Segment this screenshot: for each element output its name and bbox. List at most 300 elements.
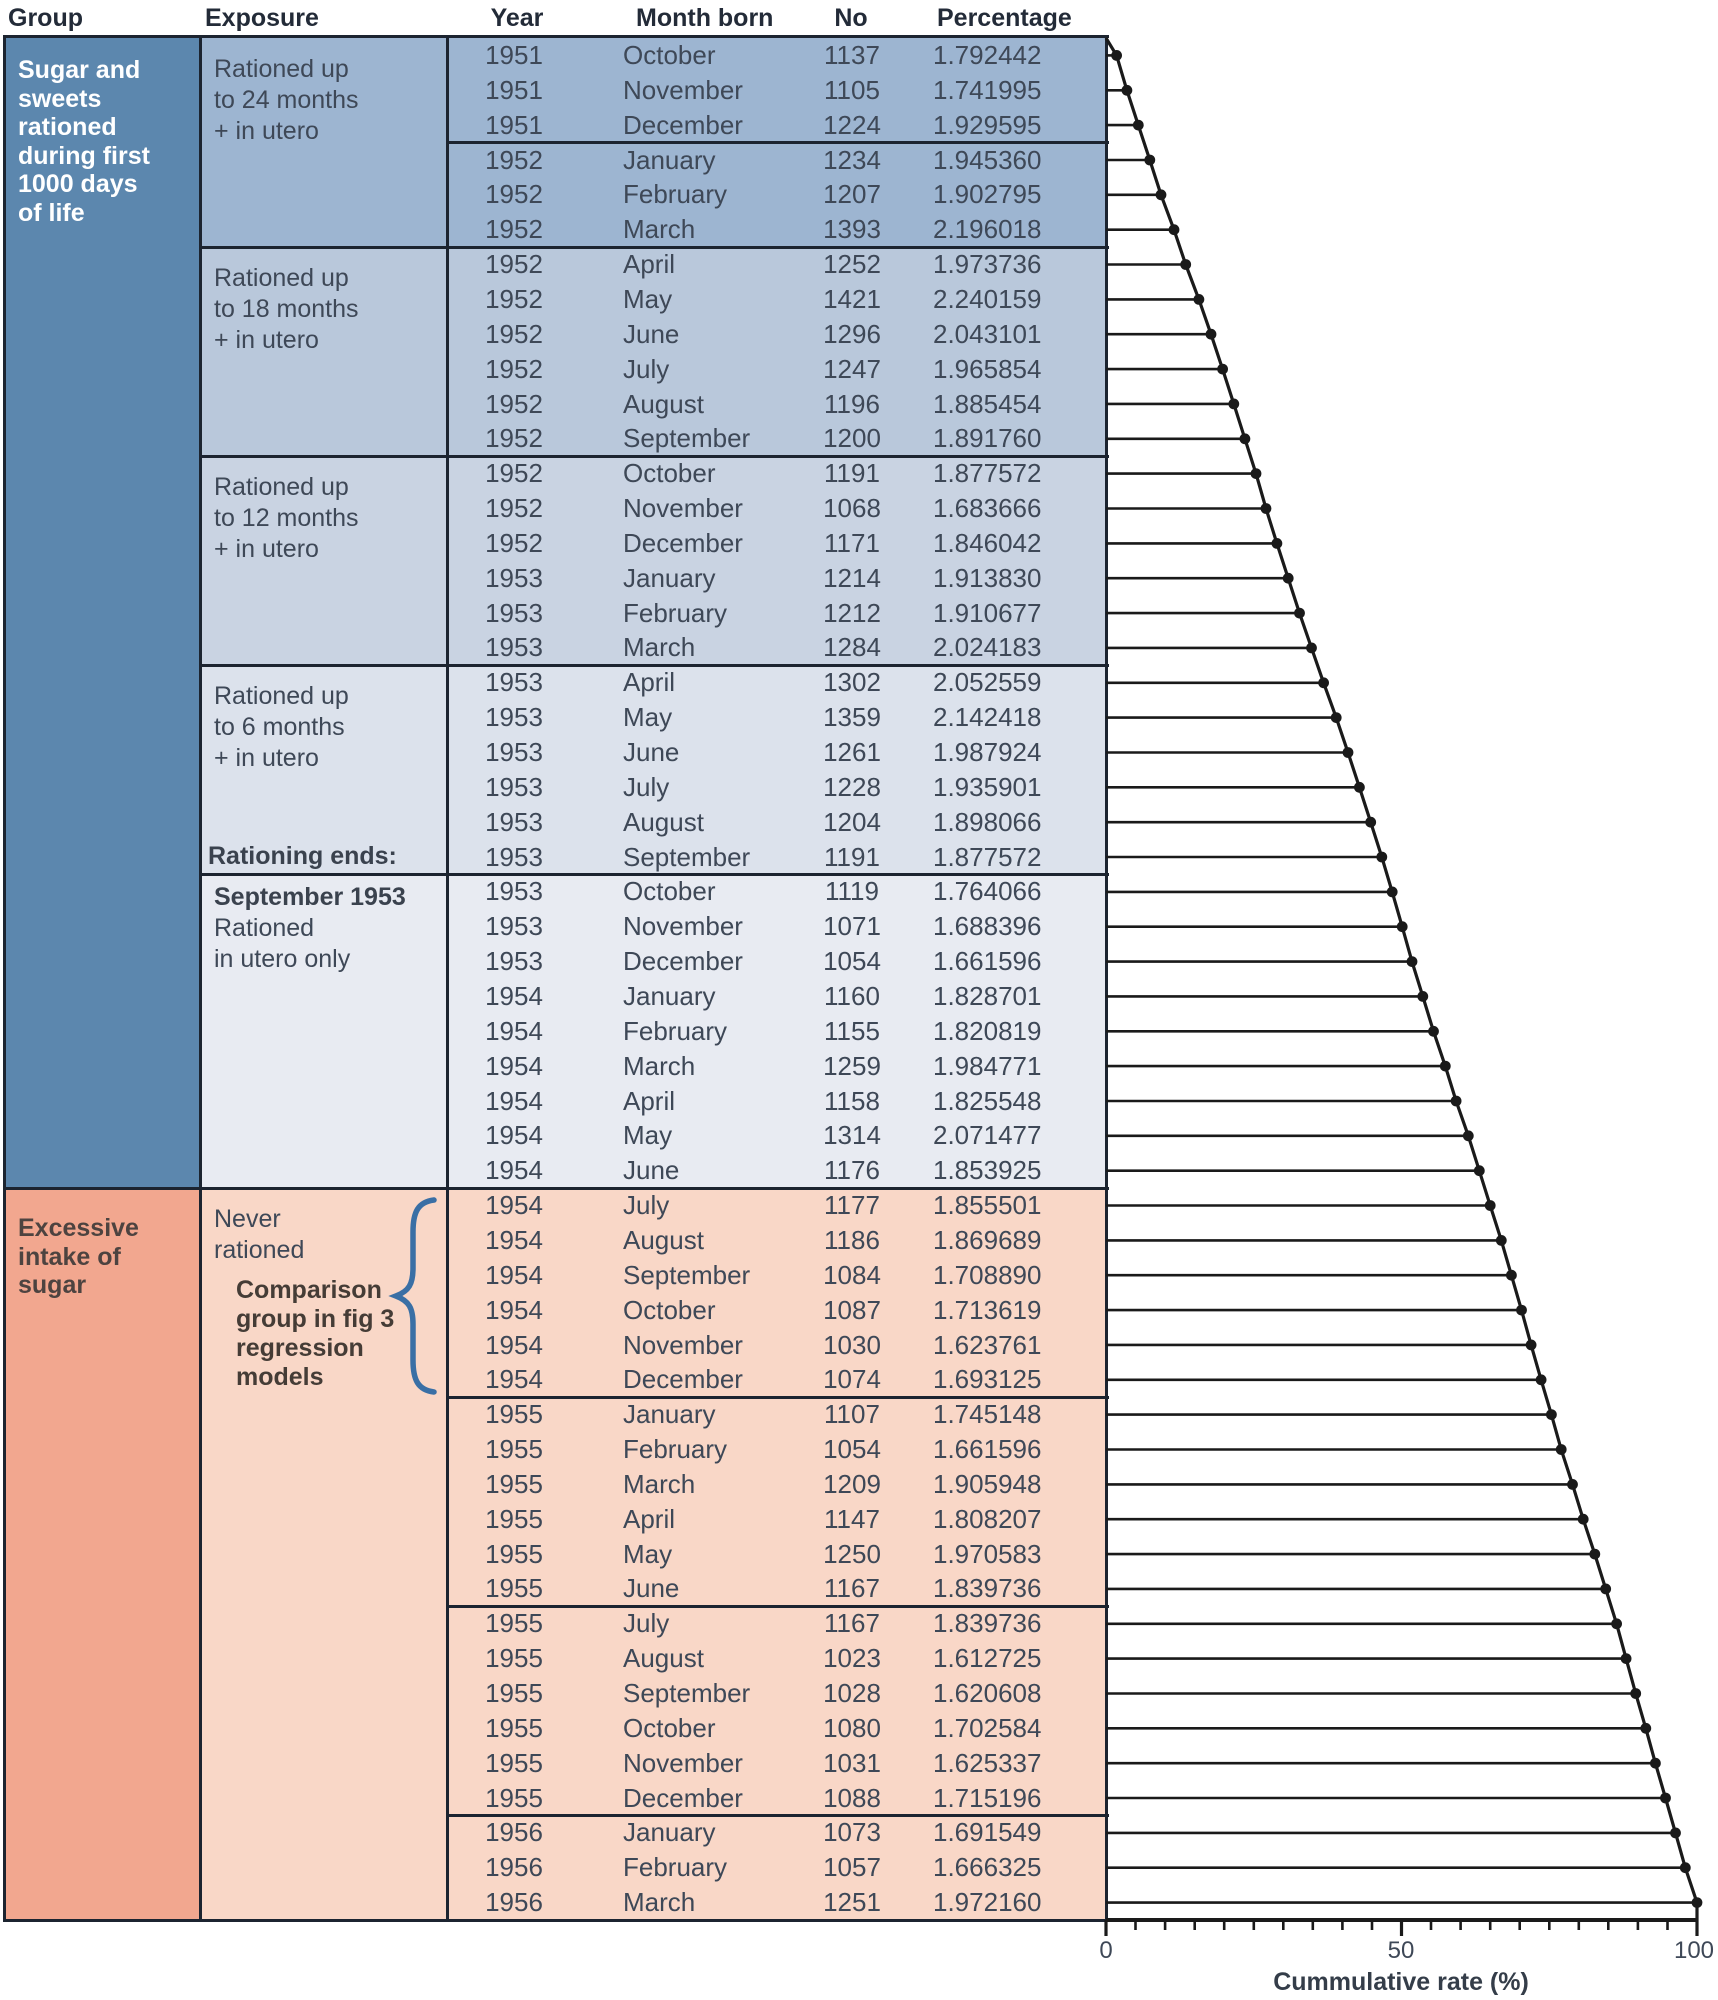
month-cell: January bbox=[623, 562, 716, 593]
percentage-cell: 1.984771 bbox=[933, 1050, 1042, 1081]
month-cell: January bbox=[623, 1817, 716, 1848]
data-point bbox=[1365, 817, 1376, 828]
percentage-cell: 1.913830 bbox=[933, 562, 1042, 593]
no-cell: 1284 bbox=[823, 632, 881, 663]
table-border-top bbox=[6, 35, 1109, 38]
no-cell: 1421 bbox=[823, 283, 881, 314]
table-row bbox=[448, 38, 1106, 73]
table-row bbox=[448, 108, 1106, 143]
exposure-label-line: Rationed bbox=[214, 914, 315, 943]
row-divider bbox=[200, 455, 1109, 458]
comparison-group-annotation-line: Comparison bbox=[236, 1276, 382, 1305]
comparison-group-annotation-line: models bbox=[236, 1363, 324, 1392]
percentage-cell: 1.661596 bbox=[933, 946, 1042, 977]
column-header-percentage: Percentage bbox=[937, 4, 1072, 32]
row-divider bbox=[200, 664, 1109, 667]
table-row bbox=[448, 1467, 1106, 1502]
year-cell: 1956 bbox=[485, 1887, 543, 1918]
data-point bbox=[1440, 1061, 1451, 1072]
no-cell: 1359 bbox=[823, 702, 881, 733]
percentage-cell: 1.855501 bbox=[933, 1190, 1042, 1221]
no-cell: 1023 bbox=[823, 1643, 881, 1674]
no-cell: 1214 bbox=[823, 562, 881, 593]
month-cell: March bbox=[623, 1050, 696, 1081]
table-row bbox=[448, 73, 1106, 108]
percentage-cell: 1.623761 bbox=[933, 1329, 1042, 1360]
data-point bbox=[1387, 887, 1398, 898]
month-cell: June bbox=[623, 1155, 680, 1186]
column-header-month-born: Month born bbox=[636, 4, 774, 32]
exposure-label bbox=[214, 472, 359, 565]
cumulative-line bbox=[1106, 38, 1697, 1920]
year-cell: 1951 bbox=[485, 109, 543, 140]
year-cell: 1953 bbox=[485, 562, 543, 593]
data-point bbox=[1397, 921, 1408, 932]
table-row bbox=[448, 317, 1106, 352]
percentage-cell: 2.024183 bbox=[933, 632, 1042, 663]
exposure-label bbox=[214, 1204, 304, 1266]
month-cell: July bbox=[623, 353, 670, 384]
table-row bbox=[448, 1362, 1106, 1397]
no-cell: 1160 bbox=[824, 981, 880, 1011]
percentage-cell: 1.973736 bbox=[933, 249, 1042, 280]
group-label-line: sugar bbox=[18, 1271, 87, 1300]
data-point bbox=[1156, 189, 1167, 200]
data-point bbox=[1133, 120, 1144, 131]
month-cell: October bbox=[623, 1294, 716, 1325]
year-cell: 1955 bbox=[485, 1782, 543, 1813]
exposure-label bbox=[214, 681, 349, 774]
exposure-label-line: to 12 months bbox=[214, 504, 359, 533]
percentage-cell: 1.910677 bbox=[933, 597, 1042, 628]
percentage-cell: 1.683666 bbox=[933, 493, 1042, 524]
no-cell: 1259 bbox=[823, 1050, 881, 1081]
data-point bbox=[1318, 677, 1329, 688]
no-cell: 1200 bbox=[823, 423, 881, 454]
table-row bbox=[448, 1258, 1106, 1293]
percentage-cell: 2.142418 bbox=[933, 702, 1042, 733]
table-row bbox=[448, 1746, 1106, 1781]
no-cell: 1252 bbox=[823, 249, 881, 280]
table-row bbox=[448, 630, 1106, 665]
month-cell: May bbox=[623, 702, 673, 733]
data-point bbox=[1169, 224, 1180, 235]
percentage-cell: 1.741995 bbox=[933, 74, 1042, 105]
percentage-cell: 2.071477 bbox=[933, 1120, 1042, 1151]
no-cell: 1261 bbox=[823, 737, 881, 768]
year-cell: 1954 bbox=[485, 1364, 543, 1395]
table-row bbox=[448, 665, 1106, 700]
row-divider bbox=[447, 1396, 1109, 1399]
percentage-cell: 1.820819 bbox=[933, 1015, 1042, 1046]
data-point bbox=[1240, 433, 1251, 444]
no-cell: 1191 bbox=[824, 841, 880, 872]
exposure-label-line: Rationed up bbox=[214, 264, 349, 293]
month-cell: July bbox=[623, 1608, 670, 1639]
table-row bbox=[448, 526, 1106, 561]
no-cell: 1080 bbox=[823, 1712, 881, 1743]
year-cell: 1952 bbox=[485, 249, 543, 280]
month-cell: December bbox=[623, 1364, 743, 1395]
month-cell: October bbox=[623, 40, 716, 70]
column-header-no: No bbox=[834, 4, 868, 32]
no-cell: 1167 bbox=[824, 1608, 880, 1639]
data-point bbox=[1251, 468, 1262, 479]
no-cell: 1030 bbox=[823, 1329, 881, 1360]
percentage-cell: 1.666325 bbox=[933, 1852, 1042, 1883]
percentage-cell: 1.691549 bbox=[933, 1817, 1042, 1848]
percentage-cell: 1.713619 bbox=[933, 1294, 1042, 1325]
no-cell: 1224 bbox=[823, 109, 881, 140]
exposure-label-line: September 1953 bbox=[214, 883, 406, 912]
percentage-cell: 1.929595 bbox=[933, 109, 1042, 140]
no-cell: 1031 bbox=[823, 1747, 881, 1778]
percentage-cell: 1.891760 bbox=[933, 423, 1042, 454]
percentage-cell: 1.708890 bbox=[933, 1259, 1042, 1290]
data-point bbox=[1206, 329, 1217, 340]
year-cell: 1953 bbox=[485, 632, 543, 663]
table-row bbox=[448, 1049, 1106, 1084]
no-cell: 1074 bbox=[823, 1364, 881, 1395]
year-cell: 1952 bbox=[485, 283, 543, 314]
year-cell: 1954 bbox=[485, 1085, 543, 1116]
year-cell: 1952 bbox=[485, 353, 543, 384]
month-cell: October bbox=[623, 1712, 716, 1743]
data-point bbox=[1180, 259, 1191, 270]
exposure-label-line: Never bbox=[214, 1205, 281, 1234]
group-label-line: sweets bbox=[18, 84, 102, 113]
exposure-label-line: Rationed up bbox=[214, 473, 349, 502]
table-row bbox=[448, 596, 1106, 631]
percentage-cell: 1.702584 bbox=[933, 1712, 1042, 1743]
percentage-cell: 1.715196 bbox=[933, 1782, 1042, 1813]
year-cell: 1951 bbox=[485, 74, 543, 105]
no-cell: 1191 bbox=[824, 458, 880, 489]
group-label-line: intake of bbox=[18, 1242, 121, 1271]
month-cell: November bbox=[623, 911, 743, 942]
no-cell: 1087 bbox=[823, 1294, 881, 1325]
year-cell: 1953 bbox=[485, 876, 543, 907]
year-cell: 1955 bbox=[485, 1712, 543, 1743]
row-divider bbox=[447, 1814, 1109, 1817]
table-row bbox=[448, 282, 1106, 317]
month-cell: June bbox=[623, 1573, 680, 1604]
row-divider bbox=[200, 246, 1109, 249]
data-point bbox=[1122, 85, 1133, 96]
table-row bbox=[448, 1711, 1106, 1746]
group-label-line: Excessive bbox=[18, 1214, 139, 1243]
percentage-cell: 1.828701 bbox=[933, 981, 1042, 1011]
table-row bbox=[448, 352, 1106, 387]
no-cell: 1212 bbox=[823, 597, 881, 628]
table-border-bottom bbox=[6, 1919, 1106, 1922]
year-cell: 1953 bbox=[485, 702, 543, 733]
percentage-cell: 1.612725 bbox=[933, 1643, 1042, 1674]
no-cell: 1054 bbox=[823, 946, 881, 977]
month-cell: February bbox=[623, 597, 728, 628]
no-cell: 1068 bbox=[823, 493, 881, 524]
table-row bbox=[448, 421, 1106, 456]
exposure-data-divider bbox=[446, 38, 449, 1920]
table-row bbox=[448, 840, 1106, 875]
year-cell: 1952 bbox=[485, 179, 543, 210]
year-cell: 1952 bbox=[485, 388, 543, 419]
year-cell: 1952 bbox=[485, 423, 543, 454]
data-point bbox=[1692, 1897, 1703, 1908]
x-tick-label-0: 0 bbox=[1099, 1937, 1113, 1964]
table-row bbox=[448, 1432, 1106, 1467]
year-cell: 1954 bbox=[485, 1120, 543, 1151]
month-cell: June bbox=[623, 318, 680, 349]
percentage-cell: 2.240159 bbox=[933, 283, 1042, 314]
no-cell: 1207 bbox=[823, 179, 881, 210]
data-point bbox=[1589, 1549, 1600, 1560]
no-cell: 1119 bbox=[825, 876, 879, 907]
row-divider bbox=[447, 1605, 1109, 1608]
table-row bbox=[448, 1118, 1106, 1153]
month-cell: September bbox=[623, 1678, 751, 1709]
data-point bbox=[1331, 712, 1342, 723]
percentage-cell: 1.902795 bbox=[933, 179, 1042, 210]
month-cell: July bbox=[623, 1190, 670, 1221]
month-cell: February bbox=[623, 1852, 728, 1883]
percentage-cell: 1.965854 bbox=[933, 353, 1042, 384]
month-cell: February bbox=[623, 1434, 728, 1465]
year-cell: 1955 bbox=[485, 1678, 543, 1709]
year-cell: 1954 bbox=[485, 1294, 543, 1325]
data-point bbox=[1536, 1374, 1547, 1385]
percentage-cell: 1.846042 bbox=[933, 527, 1042, 558]
rationing-ends-label: Rationing ends: bbox=[208, 842, 397, 871]
percentage-cell: 1.972160 bbox=[933, 1887, 1042, 1918]
data-point bbox=[1111, 50, 1122, 61]
percentage-cell: 1.877572 bbox=[933, 841, 1042, 872]
percentage-cell: 1.825548 bbox=[933, 1085, 1042, 1116]
exposure-label bbox=[214, 54, 359, 147]
no-cell: 1247 bbox=[823, 353, 881, 384]
data-point bbox=[1228, 399, 1239, 410]
percentage-cell: 1.839736 bbox=[933, 1608, 1042, 1639]
no-cell: 1158 bbox=[824, 1085, 880, 1116]
month-cell: April bbox=[623, 249, 676, 280]
percentage-cell: 1.839736 bbox=[933, 1573, 1042, 1604]
year-cell: 1954 bbox=[485, 981, 543, 1011]
year-cell: 1952 bbox=[485, 214, 543, 245]
table-row bbox=[448, 1606, 1106, 1641]
month-cell: December bbox=[623, 527, 743, 558]
no-cell: 1393 bbox=[823, 214, 881, 245]
table-row bbox=[448, 1328, 1106, 1363]
no-cell: 1054 bbox=[823, 1434, 881, 1465]
data-point bbox=[1376, 852, 1387, 863]
no-cell: 1302 bbox=[823, 667, 881, 698]
month-cell: December bbox=[623, 1782, 743, 1813]
no-cell: 1171 bbox=[824, 527, 880, 558]
row-divider bbox=[6, 1187, 1109, 1190]
table-row bbox=[448, 1571, 1106, 1606]
data-point bbox=[1306, 643, 1317, 654]
data-point bbox=[1194, 294, 1205, 305]
month-cell: August bbox=[623, 388, 704, 419]
percentage-cell: 1.869689 bbox=[933, 1224, 1042, 1255]
year-cell: 1952 bbox=[485, 527, 543, 558]
data-point bbox=[1496, 1235, 1507, 1246]
no-cell: 1107 bbox=[824, 1399, 880, 1430]
percentage-cell: 1.661596 bbox=[933, 1434, 1042, 1465]
no-cell: 1084 bbox=[823, 1259, 881, 1290]
month-cell: November bbox=[623, 493, 743, 524]
table-row bbox=[448, 1084, 1106, 1119]
column-header-group: Group bbox=[8, 4, 83, 32]
data-point bbox=[1261, 503, 1272, 514]
table-row bbox=[448, 561, 1106, 596]
no-cell: 1155 bbox=[824, 1015, 880, 1046]
year-cell: 1953 bbox=[485, 771, 543, 802]
percentage-cell: 1.898066 bbox=[933, 806, 1042, 837]
exposure-label bbox=[214, 263, 359, 356]
comparison-group-annotation bbox=[236, 1276, 394, 1392]
x-tick-label-100: 100 bbox=[1673, 1937, 1715, 1964]
data-point bbox=[1451, 1096, 1462, 1107]
percentage-cell: 1.853925 bbox=[933, 1155, 1042, 1186]
no-cell: 1057 bbox=[823, 1852, 881, 1883]
percentage-cell: 1.764066 bbox=[933, 876, 1042, 907]
percentage-cell: 2.196018 bbox=[933, 214, 1042, 245]
year-cell: 1951 bbox=[485, 40, 543, 70]
table-row bbox=[448, 1223, 1106, 1258]
percentage-cell: 2.052559 bbox=[933, 667, 1042, 698]
year-cell: 1955 bbox=[485, 1538, 543, 1569]
no-cell: 1204 bbox=[823, 806, 881, 837]
group-label-rationed-group bbox=[18, 56, 150, 227]
exposure-label-line: to 6 months bbox=[214, 713, 345, 742]
year-cell: 1955 bbox=[485, 1573, 543, 1604]
table-row bbox=[448, 212, 1106, 247]
month-cell: October bbox=[623, 876, 716, 907]
year-cell: 1956 bbox=[485, 1852, 543, 1883]
month-cell: February bbox=[623, 179, 728, 210]
group-label-excessive-sugar-group bbox=[18, 1214, 139, 1300]
month-cell: May bbox=[623, 1538, 673, 1569]
table-row bbox=[448, 1293, 1106, 1328]
month-cell: September bbox=[623, 423, 751, 454]
no-cell: 1228 bbox=[823, 771, 881, 802]
no-cell: 1105 bbox=[824, 74, 880, 105]
table-row bbox=[448, 247, 1106, 282]
table-row bbox=[448, 456, 1106, 491]
month-cell: September bbox=[623, 1259, 751, 1290]
data-point bbox=[1283, 573, 1294, 584]
month-cell: March bbox=[623, 1468, 696, 1499]
table-row bbox=[448, 1502, 1106, 1537]
table-row bbox=[448, 1850, 1106, 1885]
data-point bbox=[1272, 538, 1283, 549]
year-cell: 1955 bbox=[485, 1503, 543, 1534]
month-cell: November bbox=[623, 1329, 743, 1360]
data-point bbox=[1546, 1409, 1557, 1420]
x-tick-label-50: 50 bbox=[1387, 1937, 1415, 1964]
month-cell: October bbox=[623, 458, 716, 489]
exposure-label-line: + in utero bbox=[214, 535, 319, 564]
data-point bbox=[1463, 1130, 1474, 1141]
data-point bbox=[1611, 1618, 1622, 1629]
month-cell: January bbox=[623, 981, 716, 1011]
month-cell: March bbox=[623, 1887, 696, 1918]
year-cell: 1954 bbox=[485, 1224, 543, 1255]
year-cell: 1953 bbox=[485, 597, 543, 628]
exposure-label bbox=[214, 882, 406, 975]
month-cell: December bbox=[623, 109, 743, 140]
table-row bbox=[448, 1885, 1106, 1920]
table-row bbox=[448, 491, 1106, 526]
year-cell: 1956 bbox=[485, 1817, 543, 1848]
no-cell: 1314 bbox=[823, 1120, 881, 1151]
exposure-label-line: + in utero bbox=[214, 117, 319, 145]
no-cell: 1186 bbox=[824, 1224, 880, 1255]
row-divider bbox=[447, 141, 1109, 144]
no-cell: 1071 bbox=[823, 911, 881, 942]
column-header-year: Year bbox=[490, 4, 544, 32]
year-cell: 1954 bbox=[485, 1190, 543, 1221]
exposure-label-line: Rationed up bbox=[214, 55, 349, 83]
month-cell: May bbox=[623, 283, 673, 314]
year-cell: 1952 bbox=[485, 493, 543, 524]
data-point bbox=[1485, 1200, 1496, 1211]
table-border-left bbox=[3, 35, 6, 1922]
data-point bbox=[1474, 1165, 1485, 1176]
percentage-cell: 2.043101 bbox=[933, 318, 1042, 349]
data-point bbox=[1567, 1479, 1578, 1490]
exposure-label-line: to 18 months bbox=[214, 295, 359, 324]
month-cell: August bbox=[623, 1643, 704, 1674]
data-point bbox=[1650, 1758, 1661, 1769]
month-cell: August bbox=[623, 806, 704, 837]
comparison-group-annotation-line: group in fig 3 bbox=[236, 1305, 395, 1334]
table-row bbox=[448, 177, 1106, 212]
percentage-cell: 1.792442 bbox=[933, 40, 1042, 70]
no-cell: 1167 bbox=[824, 1573, 880, 1604]
data-point bbox=[1343, 747, 1354, 758]
data-point bbox=[1578, 1514, 1589, 1525]
percentage-cell: 1.885454 bbox=[933, 388, 1042, 419]
data-point bbox=[1630, 1688, 1641, 1699]
year-cell: 1952 bbox=[485, 318, 543, 349]
table-row bbox=[448, 700, 1106, 735]
data-point bbox=[1217, 364, 1228, 375]
percentage-cell: 1.620608 bbox=[933, 1678, 1042, 1709]
year-cell: 1955 bbox=[485, 1747, 543, 1778]
month-cell: December bbox=[623, 946, 743, 977]
no-cell: 1209 bbox=[823, 1468, 881, 1499]
month-cell: April bbox=[623, 1503, 676, 1534]
table-row bbox=[448, 1781, 1106, 1816]
year-cell: 1955 bbox=[485, 1399, 543, 1430]
percentage-cell: 1.808207 bbox=[933, 1503, 1042, 1534]
year-cell: 1953 bbox=[485, 911, 543, 942]
percentage-cell: 1.877572 bbox=[933, 458, 1042, 489]
x-axis-title: Cummulative rate (%) bbox=[1273, 1968, 1529, 1996]
year-cell: 1955 bbox=[485, 1468, 543, 1499]
month-cell: April bbox=[623, 667, 676, 698]
percentage-cell: 1.693125 bbox=[933, 1364, 1042, 1395]
month-cell: August bbox=[623, 1224, 704, 1255]
table-row bbox=[448, 1014, 1106, 1049]
exposure-label-line: rationed bbox=[214, 1236, 305, 1265]
column-header-exposure: Exposure bbox=[205, 4, 319, 32]
table-row bbox=[448, 1815, 1106, 1850]
table-row bbox=[448, 979, 1106, 1014]
month-cell: January bbox=[623, 144, 716, 175]
